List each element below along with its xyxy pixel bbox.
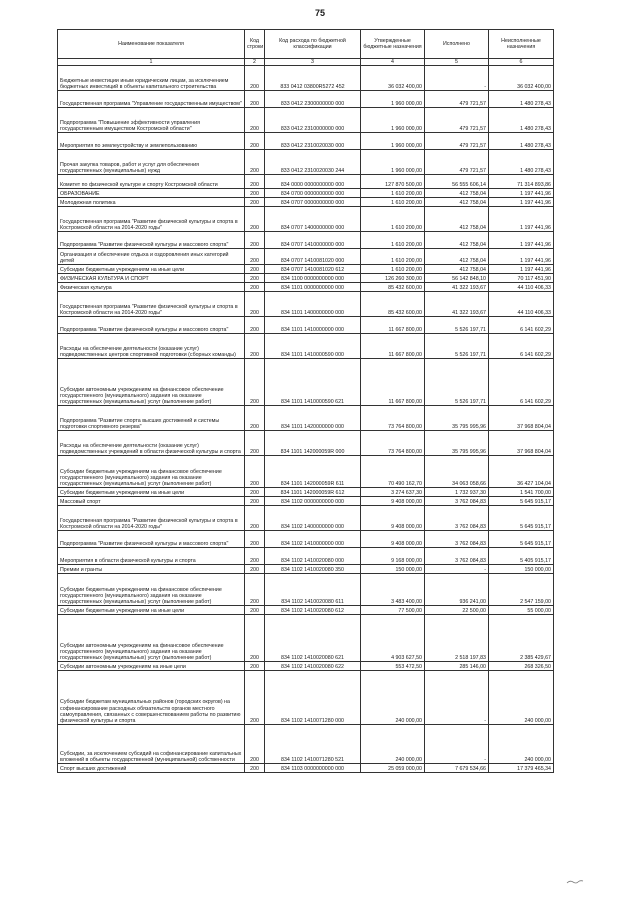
cell-executed: 35 795 995,96 [425,406,489,431]
cell-executed: 412 758,04 [425,189,489,198]
cell-remaining: 2 385 429,67 [489,615,554,662]
cell-remaining: 5 645 915,17 [489,506,554,531]
cell-approved: 1 610 200,00 [361,189,425,198]
cell-remaining: 1 197 441,96 [489,249,554,265]
cell-approved: 553 472,50 [361,662,425,671]
cell-remaining: 6 141 602,29 [489,359,554,406]
cell-line-code: 200 [245,456,265,488]
table-row [58,150,554,175]
cell-approved: 73 764 800,00 [361,406,425,431]
cell-line-code: 200 [245,406,265,431]
cell-executed: 34 063 058,66 [425,456,489,488]
cell-remaining: 44 110 406,33 [489,283,554,292]
table-row [58,207,554,232]
table-row [58,497,554,506]
cell-executed: 7 679 534,66 [425,764,489,773]
cell-line-code: 200 [245,91,265,108]
cell-remaining: 17 379 465,34 [489,764,554,773]
cell-line-code: 200 [245,431,265,456]
cell-executed: 2 518 197,83 [425,615,489,662]
table-row [58,133,554,150]
cell-name: Субсидии автономным учреждениям на финансовое обеспечение государственного (муниципального) задания на оказание государственных (муниципальных) услуг (выполнение работ) [58,359,245,406]
table-row [58,431,554,456]
cell-name: Премии и гранты [58,565,245,574]
cell-name: Субсидии бюджетным учреждениям на финансовое обеспечение государственного (муниципального) задания на оказание государственных (муниципальных) услуг (выполнение работ) [58,456,245,488]
cell-approved: 1 960 000,00 [361,150,425,175]
cell-approved: 240 000,00 [361,671,425,725]
cell-approved: 11 667 800,00 [361,317,425,334]
cell-name: Субсидии автономным учреждениям на финансовое обеспечение государственного (муниципального) задания на оказание государственных (муниципальных) услуг (выполнение работ) [58,615,245,662]
cell-line-code: 200 [245,189,265,198]
cell-executed: 56 555 606,14 [425,175,489,189]
cell-classification-code: 834 1101 142000059R 611 [265,456,361,488]
cell-name: Подпрограмма "Развитие физической культуры и массового спорта" [58,317,245,334]
column-number: 5 [425,59,489,66]
cell-remaining: 36 427 104,04 [489,456,554,488]
cell-executed: 412 758,04 [425,249,489,265]
column-number: 4 [361,59,425,66]
cell-line-code: 200 [245,506,265,531]
table-row [58,189,554,198]
cell-classification-code: 834 1102 1410020080 622 [265,662,361,671]
cell-name: Государственная программа "Управление государственным имуществом" [58,91,245,108]
cell-executed: 479 721,57 [425,133,489,150]
table-row [58,265,554,274]
cell-remaining: 268 326,50 [489,662,554,671]
cell-line-code: 200 [245,488,265,497]
cell-classification-code: 834 1102 0000000000 000 [265,497,361,506]
cell-classification-code: 833 0412 2300000000 000 [265,91,361,108]
cell-classification-code: 834 0707 1410081020 000 [265,249,361,265]
cell-classification-code: 834 1101 0000000000 000 [265,283,361,292]
cell-approved: 9 408 000,00 [361,531,425,548]
table-row [58,249,554,265]
cell-executed: 5 526 197,71 [425,334,489,359]
cell-line-code: 200 [245,615,265,662]
header-classification-code: Код расхода по бюджетной классификации [265,30,361,59]
cell-name: Государственная программа "Развитие физической культуры и спорта в Костромской области на 2014-2020 годы" [58,207,245,232]
header-executed: Исполнено [425,30,489,59]
cell-executed: 41 322 193,67 [425,283,489,292]
handwritten-mark [566,880,584,884]
table-row [58,548,554,565]
cell-name: Организация и обеспечение отдыха и оздоровления иных категорий детей [58,249,245,265]
cell-line-code: 200 [245,133,265,150]
cell-line-code: 200 [245,283,265,292]
column-number: 2 [245,59,265,66]
cell-remaining: 55 000,00 [489,606,554,615]
cell-name: Субсидии бюджетным учреждениям на иные цели [58,488,245,497]
cell-remaining: 70 117 451,90 [489,274,554,283]
cell-approved: 11 667 800,00 [361,359,425,406]
table-row [58,108,554,133]
table-row [58,91,554,108]
cell-executed: - [425,66,489,91]
cell-executed: 3 762 084,83 [425,548,489,565]
cell-name: Субсидии бюджетным учреждениям на иные цели [58,606,245,615]
cell-line-code: 200 [245,359,265,406]
cell-classification-code: 834 1101 1410000590 000 [265,334,361,359]
cell-executed: - [425,565,489,574]
table-row [58,317,554,334]
cell-remaining: 1 197 441,96 [489,207,554,232]
table-row [58,764,554,773]
cell-executed: 479 721,57 [425,108,489,133]
cell-classification-code: 834 1101 1410000000 000 [265,317,361,334]
cell-executed: 3 762 084,83 [425,497,489,506]
cell-name: Субсидии бюджетным учреждениям на финансовое обеспечение государственного (муниципального) задания на оказание государственных (муниципальных) услуг (выполнение работ) [58,574,245,606]
cell-executed: 285 146,00 [425,662,489,671]
cell-classification-code: 834 1102 1410020080 000 [265,548,361,565]
cell-remaining: 44 110 406,33 [489,292,554,317]
cell-name: Физическая культура [58,283,245,292]
cell-classification-code: 834 0707 1400000000 000 [265,207,361,232]
cell-executed: 5 526 197,71 [425,359,489,406]
cell-approved: 1 610 200,00 [361,232,425,249]
table-row [58,606,554,615]
cell-name: Государственная программа "Развитие физической культуры и спорта в Костромской области на 2014-2020 годы" [58,292,245,317]
table-header-row [58,30,554,59]
cell-name: Расходы на обеспечение деятельности (оказание услуг) подведомственных учреждений в области физической культуры и спорта [58,431,245,456]
cell-line-code: 200 [245,565,265,574]
cell-classification-code: 834 0707 0000000000 000 [265,198,361,207]
cell-executed: 41 322 193,67 [425,292,489,317]
table-row [58,456,554,488]
cell-classification-code: 834 1102 1400000000 000 [265,506,361,531]
cell-executed: 35 795 995,96 [425,431,489,456]
cell-classification-code: 833 0412 2310020030 244 [265,150,361,175]
cell-classification-code: 834 1101 1400000000 000 [265,292,361,317]
table-row [58,506,554,531]
table-body [58,66,554,773]
cell-name: Субсидии бюджетным учреждениям на иные цели [58,265,245,274]
cell-approved: 9 168 000,00 [361,548,425,565]
table-row [58,198,554,207]
cell-line-code: 200 [245,606,265,615]
cell-line-code: 200 [245,249,265,265]
cell-classification-code: 834 0707 1410000000 000 [265,232,361,249]
cell-line-code: 200 [245,671,265,725]
cell-name: Массовый спорт [58,497,245,506]
cell-classification-code: 834 1101 142000059R 612 [265,488,361,497]
cell-remaining: 240 000,00 [489,725,554,764]
column-numbers-row [58,59,554,66]
cell-classification-code: 834 1103 0000000000 000 [265,764,361,773]
cell-name: Мероприятия в области физической культуры и спорта [58,548,245,565]
table-row [58,292,554,317]
cell-executed: 412 758,04 [425,207,489,232]
cell-remaining: 5 405 915,17 [489,548,554,565]
cell-line-code: 200 [245,108,265,133]
cell-remaining: 36 032 400,00 [489,66,554,91]
column-number: 1 [58,59,245,66]
cell-approved: 11 667 800,00 [361,334,425,359]
cell-classification-code: 833 0412 2310020030 000 [265,133,361,150]
table-row [58,531,554,548]
cell-classification-code: 834 0707 1410081020 612 [265,265,361,274]
cell-name: Подпрограмма "Развитие спорта высших достижений и системы подготовки спортивного резерва" [58,406,245,431]
table-row [58,725,554,764]
cell-line-code: 200 [245,497,265,506]
cell-line-code: 200 [245,662,265,671]
cell-name: Мероприятия по землеустройству и землепользованию [58,133,245,150]
cell-executed: 479 721,57 [425,150,489,175]
cell-remaining: 1 197 441,96 [489,265,554,274]
cell-name: Расходы на обеспечение деятельности (оказание услуг) подведомственных центров спортивной подготовки (сборных команды) [58,334,245,359]
table-row [58,334,554,359]
table-row [58,662,554,671]
cell-approved: 127 870 500,00 [361,175,425,189]
cell-name: Спорт высших достижений [58,764,245,773]
table-row [58,232,554,249]
cell-line-code: 200 [245,574,265,606]
cell-executed: 479 721,57 [425,91,489,108]
cell-remaining: 5 645 915,17 [489,531,554,548]
cell-approved: 85 432 600,00 [361,292,425,317]
cell-name: Молодежная политика [58,198,245,207]
cell-line-code: 200 [245,317,265,334]
cell-classification-code: 834 1102 1410020080 612 [265,606,361,615]
cell-remaining: 1 197 441,96 [489,189,554,198]
cell-line-code: 200 [245,725,265,764]
cell-executed: 412 758,04 [425,198,489,207]
cell-line-code: 200 [245,207,265,232]
cell-approved: 77 500,00 [361,606,425,615]
cell-classification-code: 834 1101 1420000000 000 [265,406,361,431]
cell-classification-code: 834 1101 1410000590 621 [265,359,361,406]
cell-name: ФИЗИЧЕСКАЯ КУЛЬТУРА И СПОРТ [58,274,245,283]
cell-line-code: 200 [245,292,265,317]
cell-approved: 1 610 200,00 [361,249,425,265]
cell-classification-code: 834 1102 1410071280 521 [265,725,361,764]
cell-approved: 3 483 400,00 [361,574,425,606]
cell-executed: 3 762 084,83 [425,531,489,548]
cell-remaining: 1 541 700,00 [489,488,554,497]
cell-approved: 1 960 000,00 [361,108,425,133]
cell-line-code: 200 [245,531,265,548]
cell-remaining: 1 480 278,43 [489,108,554,133]
header-line-code: Код строки [245,30,265,59]
column-number: 3 [265,59,361,66]
cell-classification-code: 834 1102 1410020080 350 [265,565,361,574]
cell-approved: 73 764 800,00 [361,431,425,456]
cell-approved: 85 432 600,00 [361,283,425,292]
cell-classification-code: 834 1100 0000000000 000 [265,274,361,283]
cell-line-code: 200 [245,175,265,189]
header-approved: Утвержденные бюджетные назначения [361,30,425,59]
cell-name: Бюджетные инвестиции иным юридическим лицам, за исключением бюджетных инвестиций в объекты капитального строительства [58,66,245,91]
cell-executed: 936 241,00 [425,574,489,606]
cell-line-code: 200 [245,764,265,773]
cell-line-code: 200 [245,265,265,274]
cell-name: Подпрограмма "Развитие физической культуры и массового спорта" [58,232,245,249]
cell-executed: 412 758,04 [425,232,489,249]
cell-line-code: 200 [245,198,265,207]
table-row [58,359,554,406]
table-row [58,565,554,574]
budget-report-table [57,29,554,773]
cell-classification-code: 834 1102 1410000000 000 [265,531,361,548]
column-number: 6 [489,59,554,66]
cell-remaining: 2 547 159,00 [489,574,554,606]
cell-remaining: 1 197 441,96 [489,232,554,249]
table-row [58,175,554,189]
cell-approved: 1 610 200,00 [361,198,425,207]
cell-name: Субсидии бюджетам муниципальных районов (городских округов) на софинансирование расходных обязательств органов местного самоуправления, связанных с совершенствованием работы по развитию физической культуры и спорта [58,671,245,725]
cell-executed: 56 142 848,10 [425,274,489,283]
cell-approved: 3 274 637,30 [361,488,425,497]
cell-approved: 25 059 000,00 [361,764,425,773]
cell-line-code: 200 [245,150,265,175]
cell-line-code: 200 [245,274,265,283]
table-row [58,671,554,725]
cell-approved: 1 960 000,00 [361,91,425,108]
table-row [58,66,554,91]
cell-approved: 1 610 200,00 [361,207,425,232]
cell-executed: 3 762 084,83 [425,506,489,531]
cell-remaining: 6 141 602,29 [489,317,554,334]
cell-approved: 1 610 200,00 [361,265,425,274]
cell-executed: 412 758,04 [425,265,489,274]
page-number: 75 [314,8,325,18]
cell-approved: 70 490 162,70 [361,456,425,488]
table-row [58,615,554,662]
cell-name: Подпрограмма "Развитие физической культуры и массового спорта" [58,531,245,548]
cell-remaining: 71 314 893,86 [489,175,554,189]
table-row [58,406,554,431]
cell-executed: 1 732 937,30 [425,488,489,497]
cell-classification-code: 833 0412 2310000000 000 [265,108,361,133]
cell-remaining: 37 968 804,04 [489,406,554,431]
cell-approved: 150 000,00 [361,565,425,574]
cell-executed: 22 500,00 [425,606,489,615]
table-row [58,283,554,292]
cell-approved: 9 408 000,00 [361,506,425,531]
cell-name: Субсидии, за исключением субсидий на софинансирование капитальных вложений в объекты государственной (муниципальной) собственности [58,725,245,764]
cell-approved: 9 408 000,00 [361,497,425,506]
cell-approved: 1 960 000,00 [361,133,425,150]
cell-remaining: 1 197 441,96 [489,198,554,207]
header-remaining: Неисполненные назначения [489,30,554,59]
cell-approved: 4 903 627,50 [361,615,425,662]
cell-remaining: 1 480 278,43 [489,133,554,150]
cell-name: Государственная программа "Развитие физической культуры и спорта в Костромской области на 2014-2020 годы" [58,506,245,531]
cell-remaining: 1 480 278,43 [489,150,554,175]
cell-remaining: 6 141 602,29 [489,334,554,359]
cell-classification-code: 833 0412 03800R5272 452 [265,66,361,91]
cell-approved: 36 032 400,00 [361,66,425,91]
cell-executed: 5 526 197,71 [425,317,489,334]
cell-executed: - [425,671,489,725]
table-row [58,574,554,606]
table-row [58,274,554,283]
cell-name: Прочая закупка товаров, работ и услуг для обеспечения государственных (муниципальных) нужд [58,150,245,175]
cell-remaining: 240 000,00 [489,671,554,725]
cell-classification-code: 834 0700 0000000000 000 [265,189,361,198]
cell-remaining: 1 480 278,43 [489,91,554,108]
cell-line-code: 200 [245,66,265,91]
cell-classification-code: 834 1101 142000059R 000 [265,431,361,456]
header-indicator-name: Наименование показателя [58,30,245,59]
cell-remaining: 37 968 804,04 [489,431,554,456]
cell-name: Подпрограмма "Повышение эффективности управления государственным имуществом Костромской области" [58,108,245,133]
cell-remaining: 150 000,00 [489,565,554,574]
cell-approved: 126 260 300,00 [361,274,425,283]
cell-name: Субсидии автономным учреждениям на иные цели [58,662,245,671]
cell-classification-code: 834 0000 0000000000 000 [265,175,361,189]
cell-line-code: 200 [245,232,265,249]
cell-name: Комитет по физической культуре и спорту Костромской области [58,175,245,189]
cell-remaining: 5 645 915,17 [489,497,554,506]
cell-line-code: 200 [245,334,265,359]
cell-classification-code: 834 1102 1410071280 000 [265,671,361,725]
cell-classification-code: 834 1102 1410020080 611 [265,574,361,606]
cell-name: ОБРАЗОВАНИЕ [58,189,245,198]
cell-line-code: 200 [245,548,265,565]
table-row [58,488,554,497]
cell-approved: 240 000,00 [361,725,425,764]
cell-classification-code: 834 1102 1410020080 621 [265,615,361,662]
cell-executed: - [425,725,489,764]
